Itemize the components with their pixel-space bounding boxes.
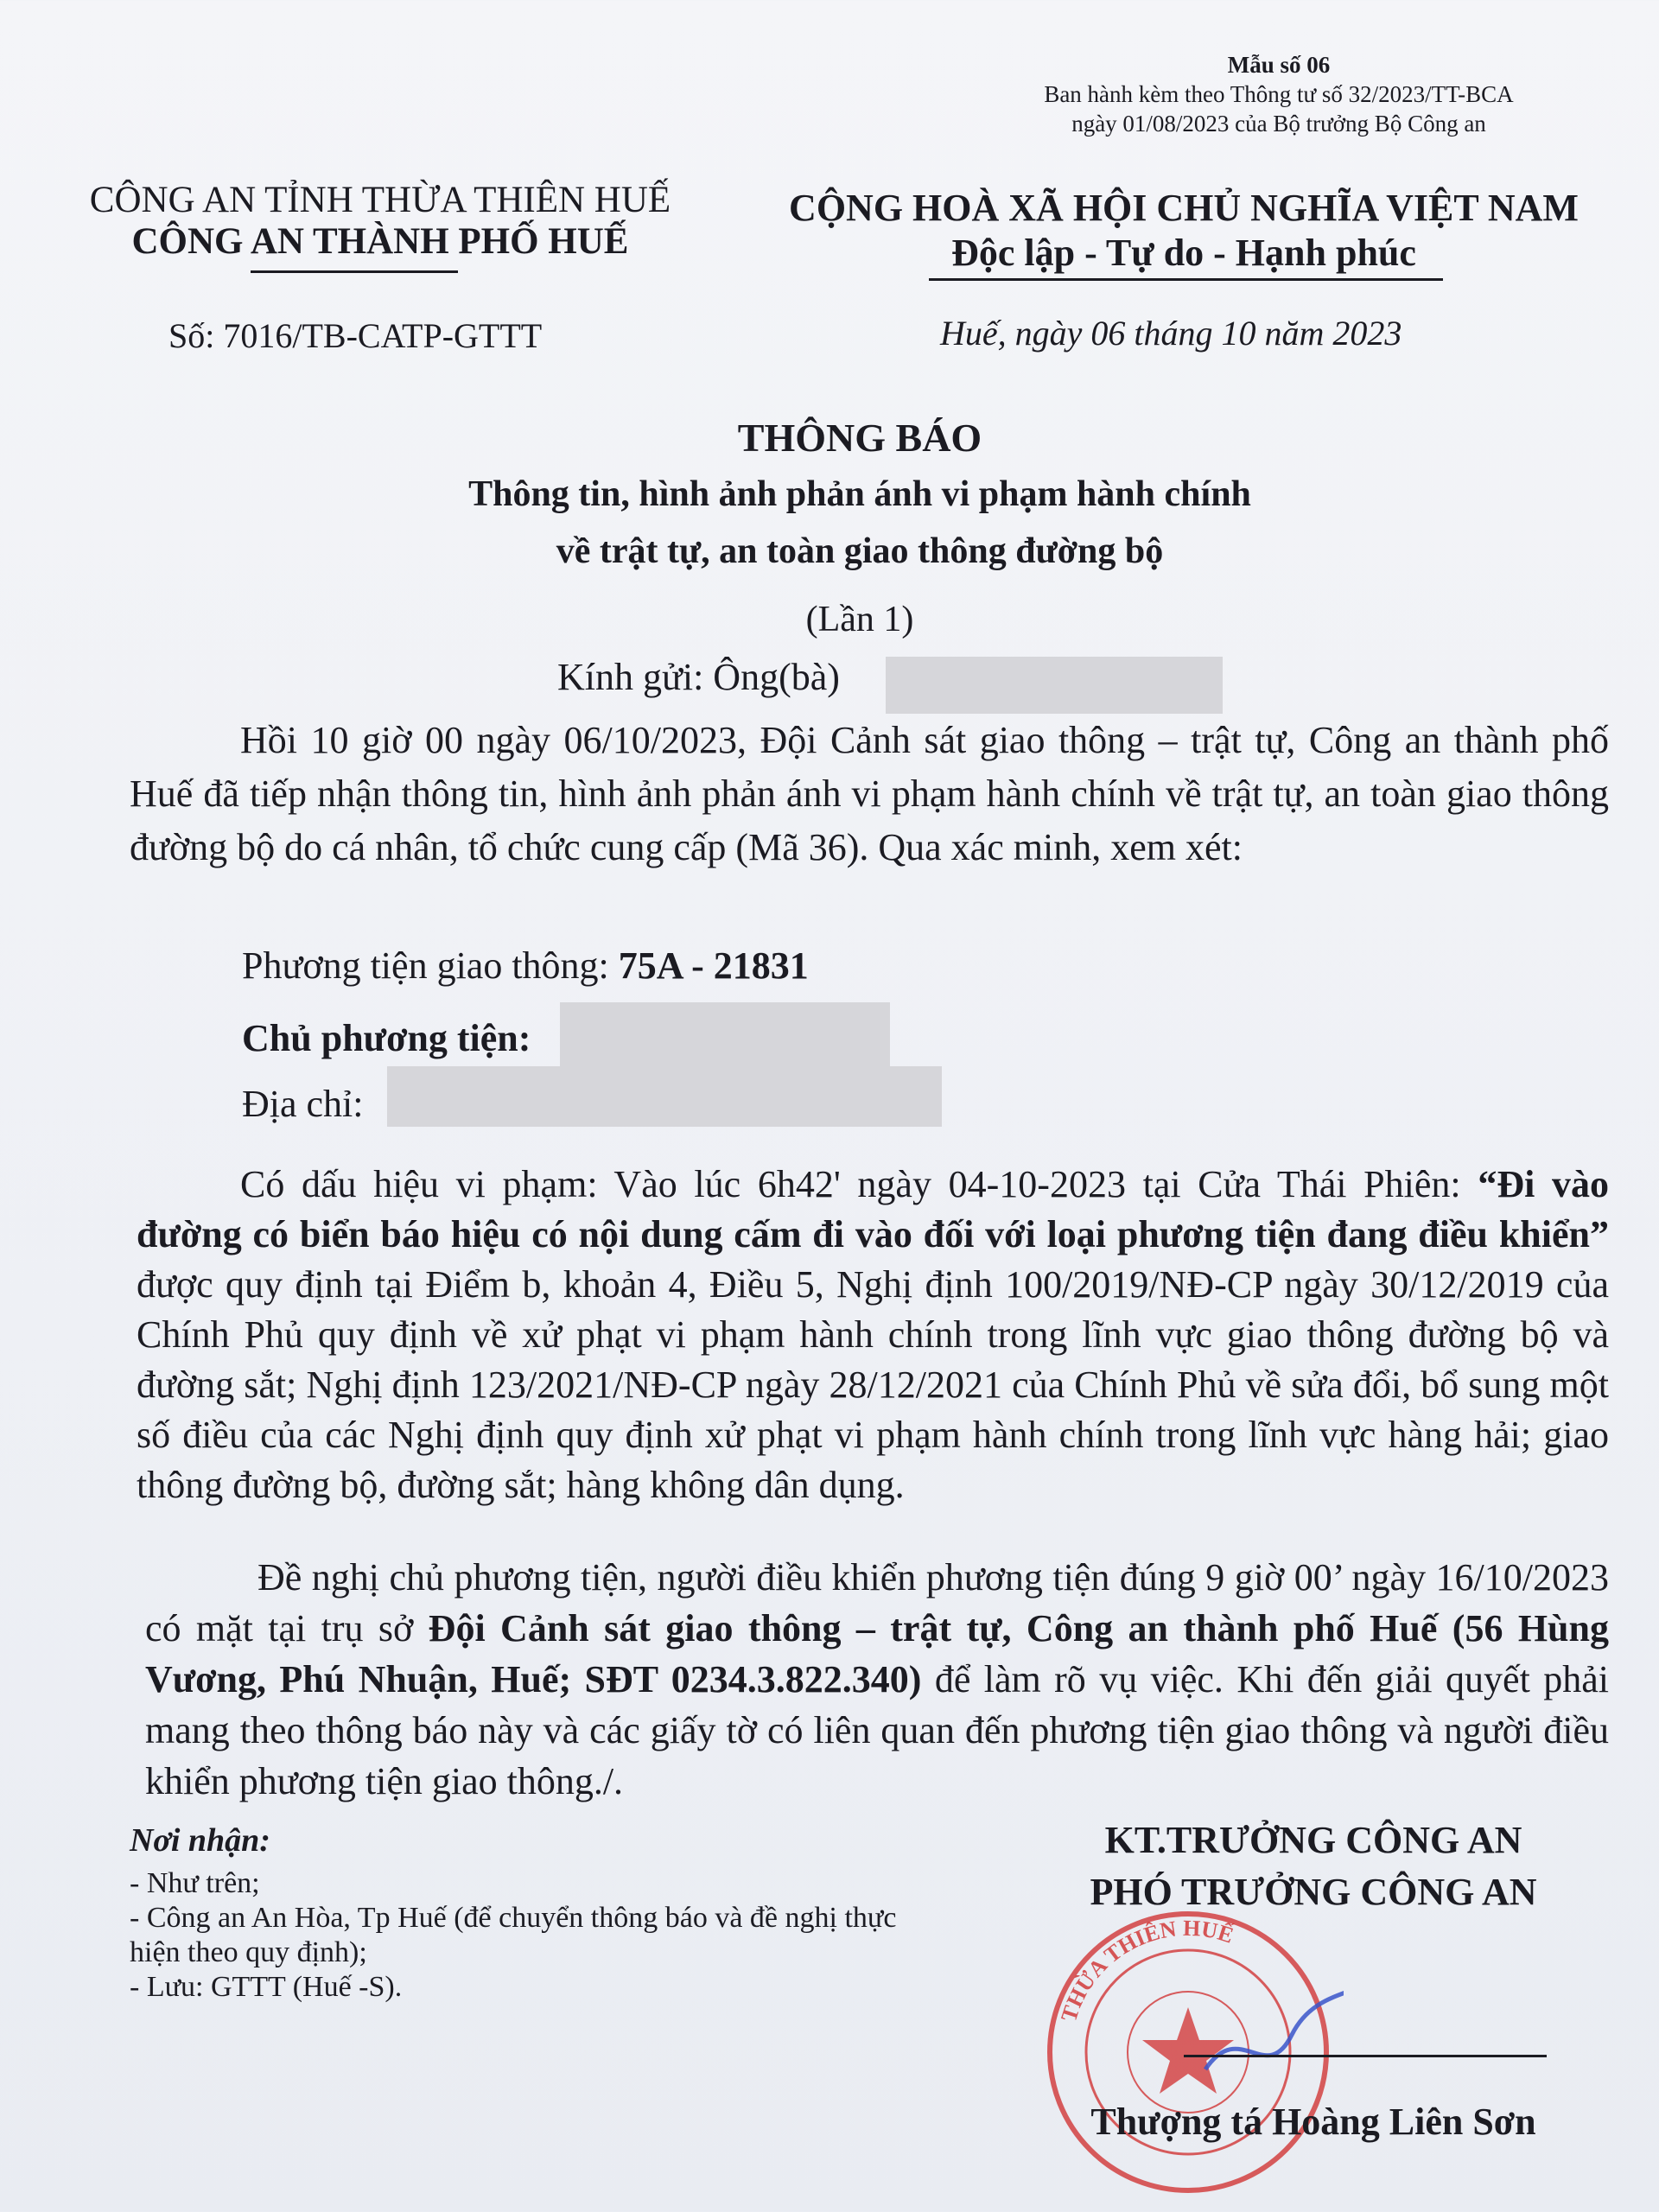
nation-header	[752, 186, 1616, 276]
address-label: Địa chỉ:	[242, 1083, 364, 1125]
vehicle-field	[242, 944, 809, 988]
notice-round: (Lần 1)	[805, 600, 914, 639]
form-reference	[976, 50, 1581, 138]
signature-title-1: KT.TRƯỞNG CÔNG AN	[1104, 1819, 1522, 1861]
recipient-item: - Lưu: GTTT (Huế -S).	[130, 1971, 403, 2003]
recipient-item: - Công an An Hòa, Tp Huế (để chuyển thông báo và đề nghị thực hiện theo quy định);	[130, 1902, 897, 1968]
owner-field	[242, 1016, 531, 1060]
recipients-block	[130, 1823, 907, 2005]
signature-block	[1020, 1815, 1607, 1918]
redacted-address	[387, 1066, 942, 1127]
paragraph-intro: Hồi 10 giờ 00 ngày 06/10/2023, Đội Cảnh sát giao thông – trật tự, Công an thành phố Huế đã tiếp nhận thông tin, hình ảnh phản ánh vi phạm hành chính về trật tự, an toàn giao thông đường bộ do cá nhân, tổ chức cung cấp (Mã 36). Qua xác minh, xem xét:	[130, 719, 1609, 868]
motto-underline	[929, 278, 1443, 281]
vehicle-plate: 75A - 21831	[618, 944, 809, 987]
nation-motto: Độc lập - Tự do - Hạnh phúc	[951, 232, 1416, 274]
paragraph-violation	[137, 1160, 1609, 1510]
recipients-heading: Nơi nhận:	[130, 1822, 270, 1859]
nation-name: CỘNG HOÀ XÃ HỘI CHỦ NGHĨA VIỆT NAM	[789, 187, 1579, 229]
document-title: THÔNG BÁO	[737, 416, 982, 460]
form-number: Mẫu số 06	[1227, 52, 1331, 78]
greeting: Kính gửi: Ông(bà)	[557, 656, 840, 698]
signature-title-2: PHÓ TRƯỞNG CÔNG AN	[1090, 1871, 1537, 1913]
violation-legal-basis: được quy định tại Điểm b, khoản 4, Điều 5, Nghị định 100/2019/NĐ-CP ngày 30/12/2019 của Chính Phủ quy định về xử phạt vi phạm hành chính trong lĩnh vực giao thông đường bộ và đường sắt; Nghị định 123/2021/NĐ-CP ngày 28/12/2021 của Chính Phủ về sửa đổi, bổ sung một số điều của các Nghị định quy định xử phạt vi phạm hành chính trong lĩnh vực hàng hải; giao thông đường bộ, đường sắt; hàng không dân dụng.	[137, 1263, 1609, 1506]
vehicle-label: Phương tiện giao thông:	[242, 944, 619, 987]
redacted-recipient	[886, 657, 1223, 714]
document-date: Huế, ngày 06 tháng 10 năm 2023	[940, 314, 1402, 353]
form-ref-line1: Ban hành kèm theo Thông tư số 32/2023/TT-BCA	[1044, 81, 1514, 107]
official-seal	[1033, 1905, 1344, 2199]
agency-parent: CÔNG AN TỈNH THỪA THIÊN HUẾ	[89, 180, 671, 220]
request-office: Đội Cảnh sát giao thông – trật tự, Công an thành phố Huế (56 Hùng Vương, Phú Nhuận, Huế; SĐT 0234.3.822.340)	[145, 1607, 1609, 1700]
signature-line	[1184, 2055, 1547, 2057]
request-rest: để làm rõ vụ việc. Khi đến giải quyết phải mang theo thông báo này và các giấy tờ có liên quan đến phương tiện giao thông và người điều khiển phương tiện giao thông./.	[145, 1658, 1609, 1802]
redacted-owner	[560, 1002, 890, 1070]
document-number: Số: 7016/TB-CATP-GTTT	[168, 316, 543, 355]
document-subtitle-1: Thông tin, hình ảnh phản ánh vi phạm hành chính	[468, 474, 1251, 514]
recipient-item: - Như trên;	[130, 1867, 260, 1899]
agency-unit: CÔNG AN THÀNH PHỐ HUẾ	[131, 221, 629, 262]
document-subtitle-2: về trật tự, an toàn giao thông đường bộ	[556, 531, 1164, 571]
paragraph-request	[145, 1552, 1609, 1807]
request-lead: Đề nghị chủ phương tiện, người điều khiển phương tiện đúng 9 giờ 00’ ngày 16/10/2023 có mặt tại trụ sở	[145, 1556, 1609, 1649]
violation-lead: Có dấu hiệu vi phạm: Vào lúc 6h42' ngày 04-10-2023 tại Cửa Thái Phiên:	[240, 1163, 1478, 1205]
agency-header	[35, 180, 726, 263]
owner-label: Chủ phương tiện:	[242, 1017, 531, 1059]
violation-description: “Đi vào đường có biển báo hiệu có nội dung cấm đi vào đối với loại phương tiện đang điều khiển”	[137, 1163, 1609, 1255]
agency-underline	[251, 270, 458, 273]
address-field	[242, 1082, 364, 1126]
form-ref-line2: ngày 01/08/2023 của Bộ trưởng Bộ Công an	[1071, 111, 1486, 137]
signer-name: Thượng tá Hoàng Liên Sơn	[1090, 2101, 1536, 2143]
seal-text: THỪA THIÊN HUẾ	[1056, 1915, 1237, 2025]
